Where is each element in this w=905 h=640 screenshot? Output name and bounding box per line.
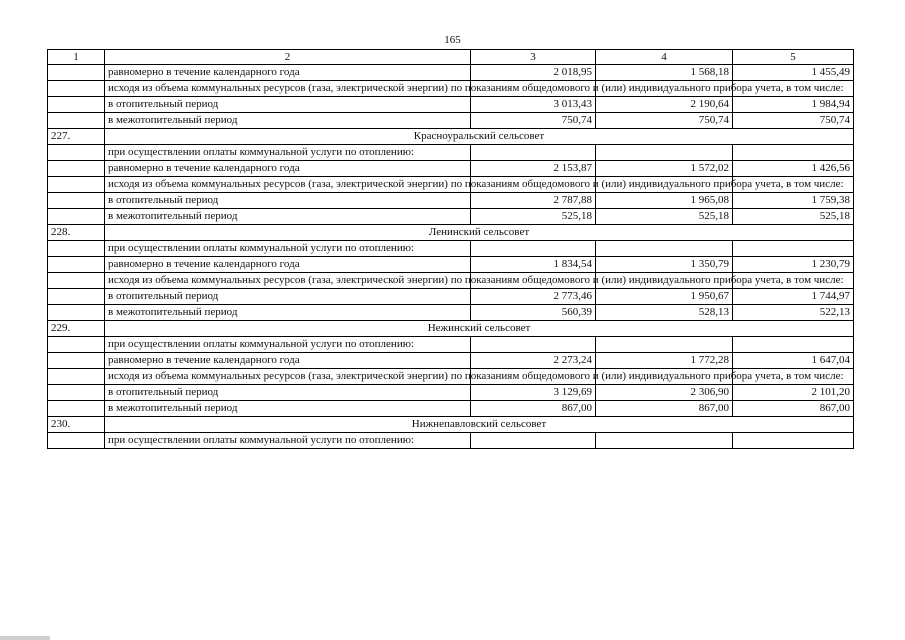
number-cell bbox=[48, 305, 105, 321]
value-col3: 2 273,24 bbox=[471, 353, 596, 369]
table-row-heating bbox=[48, 193, 854, 209]
column-number-1: 1 bbox=[48, 50, 105, 65]
value-col3: 2 018,95 bbox=[471, 65, 596, 81]
number-cell bbox=[48, 353, 105, 369]
row-label: в межотопительный период bbox=[105, 305, 471, 321]
value-col5: 522,13 bbox=[733, 305, 854, 321]
section-name: Нежинский сельсовет bbox=[105, 321, 854, 337]
value-col3: 2 773,46 bbox=[471, 289, 596, 305]
section-number: 227. bbox=[48, 129, 105, 145]
scan-edge-mark bbox=[0, 636, 50, 640]
section-header-row bbox=[48, 129, 854, 145]
table-row-heating bbox=[48, 289, 854, 305]
value-col3: 867,00 bbox=[471, 401, 596, 417]
number-cell bbox=[48, 209, 105, 225]
row-label: исходя из объема коммунальных ресурсов (газа, электрической энергии) по показаниям общедомового и (или) индивидуального прибора учета, в том числе: bbox=[105, 81, 471, 97]
row-label: равномерно в течение календарного года bbox=[105, 65, 471, 81]
row-label: в межотопительный период bbox=[105, 209, 471, 225]
table-row-nonheating bbox=[48, 305, 854, 321]
value-col3: 525,18 bbox=[471, 209, 596, 225]
row-label: при осуществлении оплаты коммунальной услуги по отоплению: bbox=[105, 145, 471, 161]
column-number-4: 4 bbox=[596, 50, 733, 65]
table-row-uniform bbox=[48, 161, 854, 177]
number-cell bbox=[48, 193, 105, 209]
row-label: в межотопительный период bbox=[105, 401, 471, 417]
value-col3: 3 129,69 bbox=[471, 385, 596, 401]
row-label: при осуществлении оплаты коммунальной услуги по отоплению: bbox=[105, 433, 471, 449]
table-row-heating bbox=[48, 97, 854, 113]
number-cell bbox=[48, 273, 105, 289]
table-row-intro bbox=[48, 337, 854, 353]
row-label: в отопительный период bbox=[105, 97, 471, 113]
value-col4: 525,18 bbox=[596, 209, 733, 225]
number-cell bbox=[48, 401, 105, 417]
number-cell bbox=[48, 369, 105, 385]
value-col5: 1 744,97 bbox=[733, 289, 854, 305]
section-name: Красноуральский сельсовет bbox=[105, 129, 854, 145]
row-label: исходя из объема коммунальных ресурсов (газа, электрической энергии) по показаниям общедомового и (или) индивидуального прибора учета, в том числе: bbox=[105, 177, 471, 193]
value-col4: 1 350,79 bbox=[596, 257, 733, 273]
value-col4: 1 950,67 bbox=[596, 289, 733, 305]
number-cell bbox=[48, 289, 105, 305]
value-col5: 1 230,79 bbox=[733, 257, 854, 273]
number-cell bbox=[48, 337, 105, 353]
number-cell bbox=[48, 113, 105, 129]
value-col4: 1 572,02 bbox=[596, 161, 733, 177]
value-col5: 867,00 bbox=[733, 401, 854, 417]
number-cell bbox=[48, 177, 105, 193]
column-number-3: 3 bbox=[471, 50, 596, 65]
value-col3: 2 787,88 bbox=[471, 193, 596, 209]
value-col4: 1 568,18 bbox=[596, 65, 733, 81]
value-col3: 3 013,43 bbox=[471, 97, 596, 113]
table-row-intro bbox=[48, 433, 854, 449]
row-label: исходя из объема коммунальных ресурсов (газа, электрической энергии) по показаниям общедомового и (или) индивидуального прибора учета, в том числе: bbox=[105, 369, 471, 385]
value-col4: 750,74 bbox=[596, 113, 733, 129]
number-cell bbox=[48, 145, 105, 161]
table-row-intro bbox=[48, 145, 854, 161]
value-col5: 1 647,04 bbox=[733, 353, 854, 369]
number-cell bbox=[48, 385, 105, 401]
table-row-nonheating bbox=[48, 209, 854, 225]
table-row-intro bbox=[48, 241, 854, 257]
table-row-uniform bbox=[48, 257, 854, 273]
value-col3: 560,39 bbox=[471, 305, 596, 321]
column-number-row bbox=[48, 50, 854, 65]
value-col3: 1 834,54 bbox=[471, 257, 596, 273]
number-cell bbox=[48, 65, 105, 81]
value-col3: 2 153,87 bbox=[471, 161, 596, 177]
column-number-5: 5 bbox=[733, 50, 854, 65]
tariff-table bbox=[47, 49, 854, 449]
section-name: Нижнепавловский сельсовет bbox=[105, 417, 854, 433]
row-label: в отопительный период bbox=[105, 289, 471, 305]
value-col4: 867,00 bbox=[596, 401, 733, 417]
number-cell bbox=[48, 433, 105, 449]
column-number-2: 2 bbox=[105, 50, 471, 65]
table-row-uniform bbox=[48, 65, 854, 81]
number-cell bbox=[48, 257, 105, 273]
value-col4: 2 306,90 bbox=[596, 385, 733, 401]
table-row-uniform bbox=[48, 353, 854, 369]
table-row-meter bbox=[48, 369, 854, 385]
table-row-nonheating bbox=[48, 401, 854, 417]
value-col5: 525,18 bbox=[733, 209, 854, 225]
value-col4: 528,13 bbox=[596, 305, 733, 321]
number-cell bbox=[48, 81, 105, 97]
value-col4: 1 772,28 bbox=[596, 353, 733, 369]
number-cell bbox=[48, 161, 105, 177]
value-col5: 1 984,94 bbox=[733, 97, 854, 113]
section-header-row bbox=[48, 225, 854, 241]
section-number: 228. bbox=[48, 225, 105, 241]
table-row-nonheating bbox=[48, 113, 854, 129]
page-number: 165 bbox=[444, 34, 461, 46]
row-label: в отопительный период bbox=[105, 385, 471, 401]
table-row-meter bbox=[48, 81, 854, 97]
value-col5: 1 759,38 bbox=[733, 193, 854, 209]
value-col5: 1 426,56 bbox=[733, 161, 854, 177]
value-col5: 750,74 bbox=[733, 113, 854, 129]
value-col5: 2 101,20 bbox=[733, 385, 854, 401]
row-label: равномерно в течение календарного года bbox=[105, 257, 471, 273]
row-label: при осуществлении оплаты коммунальной услуги по отоплению: bbox=[105, 337, 471, 353]
row-label: исходя из объема коммунальных ресурсов (газа, электрической энергии) по показаниям общедомового и (или) индивидуального прибора учета, в том числе: bbox=[105, 273, 471, 289]
row-label: равномерно в течение календарного года bbox=[105, 161, 471, 177]
section-header-row bbox=[48, 321, 854, 337]
section-number: 229. bbox=[48, 321, 105, 337]
number-cell bbox=[48, 97, 105, 113]
section-header-row bbox=[48, 417, 854, 433]
value-col4: 1 965,08 bbox=[596, 193, 733, 209]
table-row-heating bbox=[48, 385, 854, 401]
value-col3: 750,74 bbox=[471, 113, 596, 129]
row-label: в отопительный период bbox=[105, 193, 471, 209]
section-name: Ленинский сельсовет bbox=[105, 225, 854, 241]
row-label: равномерно в течение календарного года bbox=[105, 353, 471, 369]
value-col4: 2 190,64 bbox=[596, 97, 733, 113]
row-label: в межотопительный период bbox=[105, 113, 471, 129]
section-number: 230. bbox=[48, 417, 105, 433]
table-row-meter bbox=[48, 177, 854, 193]
row-label: при осуществлении оплаты коммунальной услуги по отоплению: bbox=[105, 241, 471, 257]
number-cell bbox=[48, 241, 105, 257]
table-row-meter bbox=[48, 273, 854, 289]
value-col5: 1 455,49 bbox=[733, 65, 854, 81]
